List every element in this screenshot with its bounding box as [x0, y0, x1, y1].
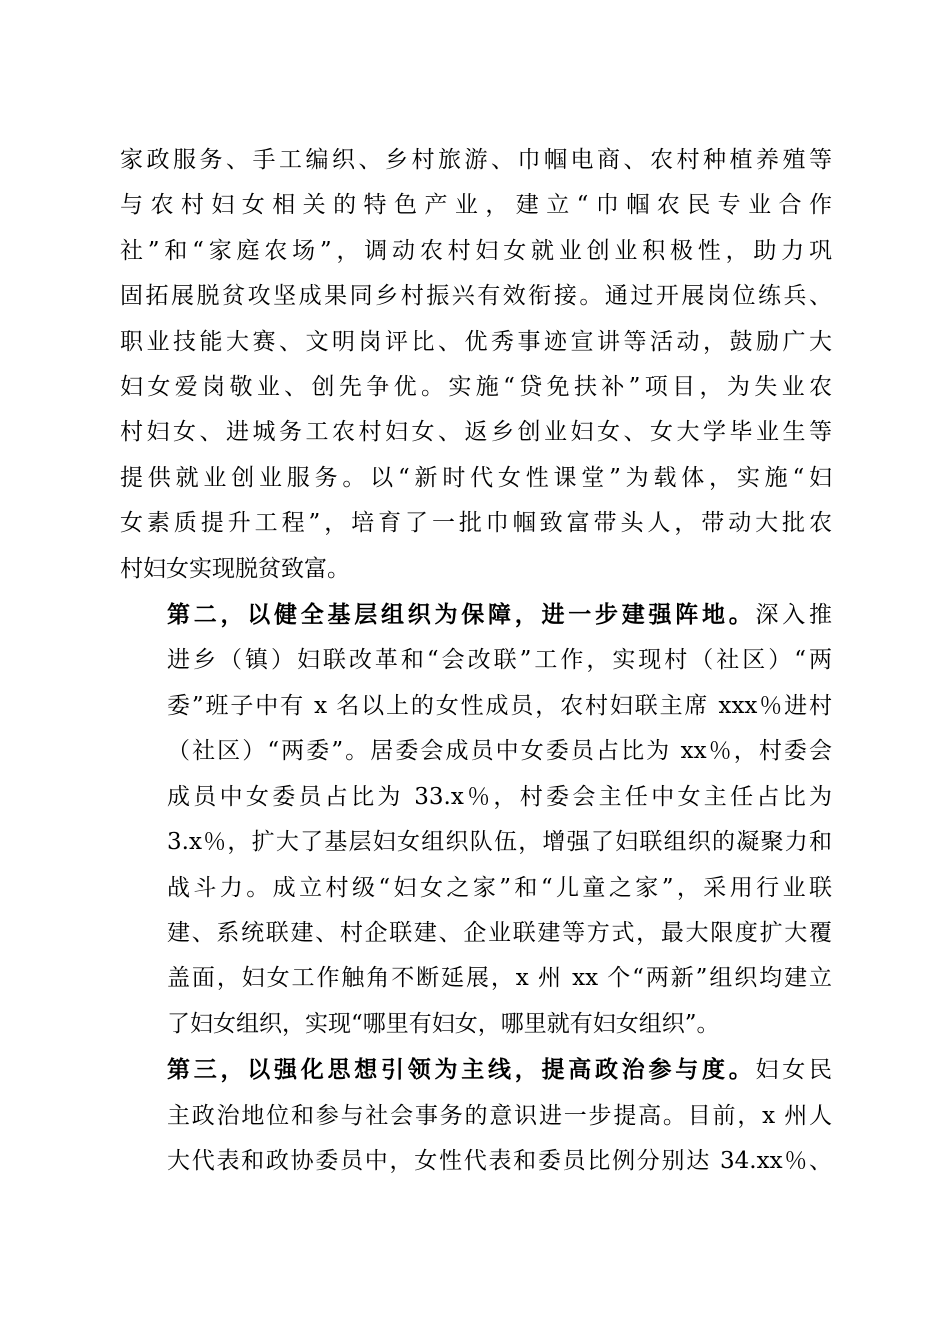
text-line — [120, 320, 832, 365]
body-text: 社”和“家庭农场”，调动农村妇女就业创业积极性，助力巩 — [120, 237, 832, 264]
text-line — [120, 775, 832, 820]
text-line — [120, 410, 832, 455]
body-text: 妇女爱岗敬业、创先争优。实施“贷免扶补”项目，为失业农 — [120, 374, 832, 401]
text-line — [120, 1002, 832, 1047]
text-line — [120, 138, 832, 183]
body-text: 女素质提升工程”，培育了一批巾帼致富带头人，带动大批农 — [120, 510, 832, 537]
text-line — [120, 365, 832, 410]
paragraph — [120, 138, 832, 592]
text-line — [120, 456, 832, 501]
section-heading-text: 第二，以健全基层组织为保障，进一步建强阵地。 — [167, 601, 756, 629]
body-text: 了妇女组织，实现“哪里有妇女，哪里就有妇女组织”。 — [167, 1010, 720, 1037]
body-text: 进乡（镇）妇联改革和“会改联”工作，实现村（社区）“两 — [167, 647, 832, 674]
text-line — [120, 638, 832, 683]
body-text: 固拓展脱贫攻坚成果同乡村振兴有效衔接。通过开展岗位练兵、 — [120, 283, 832, 310]
body-text: 盖面，妇女工作触角不断延展，x 州 xx 个“两新”组织均建立 — [167, 965, 832, 992]
text-line — [120, 229, 832, 274]
paragraph — [120, 592, 832, 1047]
text-line — [120, 820, 832, 865]
body-text: 村妇女、进城务工农村妇女、返乡创业妇女、女大学毕业生等 — [120, 419, 832, 446]
text-line — [120, 684, 832, 729]
body-text: 村妇女实现脱贫致富。 — [120, 555, 350, 582]
body-text: 与农村妇女相关的特色产业，建立“巾帼农民专业合作 — [120, 192, 832, 219]
text-line — [120, 183, 832, 228]
text-line — [120, 911, 832, 956]
body-text: 战斗力。成立村级“妇女之家”和“儿童之家”，采用行业联 — [167, 874, 832, 901]
body-text: 主政治地位和参与社会事务的意识进一步提高。目前，x 州人 — [167, 1102, 832, 1129]
text-line — [120, 1094, 832, 1139]
body-text: 家政服务、手工编织、乡村旅游、巾帼电商、农村种植养殖等 — [120, 147, 832, 173]
text-line — [120, 592, 832, 638]
body-text: 妇女民 — [755, 1057, 832, 1084]
section-heading-text: 第三，以强化思想引领为主线，提高政治参与度。 — [167, 1056, 756, 1084]
text-line — [120, 729, 832, 774]
body-text: 成员中女委员占比为 33.x％，村委会主任中女主任占比为 — [167, 783, 832, 810]
body-text: 深入推 — [755, 602, 832, 629]
document-body — [120, 138, 832, 1184]
text-line — [120, 274, 832, 319]
text-line — [120, 956, 832, 1001]
text-line — [120, 547, 832, 592]
text-line — [120, 501, 832, 546]
text-line — [120, 1047, 832, 1093]
text-line — [120, 1139, 832, 1184]
text-line — [120, 866, 832, 911]
body-text: 职业技能大赛、文明岗评比、优秀事迹宣讲等活动，鼓励广大 — [120, 328, 832, 355]
body-text: （社区）“两委”。居委会成员中女委员占比为 xx％，村委会 — [167, 738, 832, 765]
body-text: 建、系统联建、村企联建、企业联建等方式，最大限度扩大覆 — [167, 919, 832, 946]
body-text: 3.x％，扩大了基层妇女组织队伍，增强了妇联组织的凝聚力和 — [167, 829, 832, 856]
paragraph — [120, 1047, 832, 1184]
body-text: 大代表和政协委员中，女性代表和委员比例分别达 34.xx％、 — [167, 1147, 832, 1174]
body-text: 委”班子中有 x 名以上的女性成员，农村妇联主席 xxx％进村 — [167, 692, 832, 719]
body-text: 提供就业创业服务。以“新时代女性课堂”为载体，实施“妇 — [120, 464, 832, 491]
